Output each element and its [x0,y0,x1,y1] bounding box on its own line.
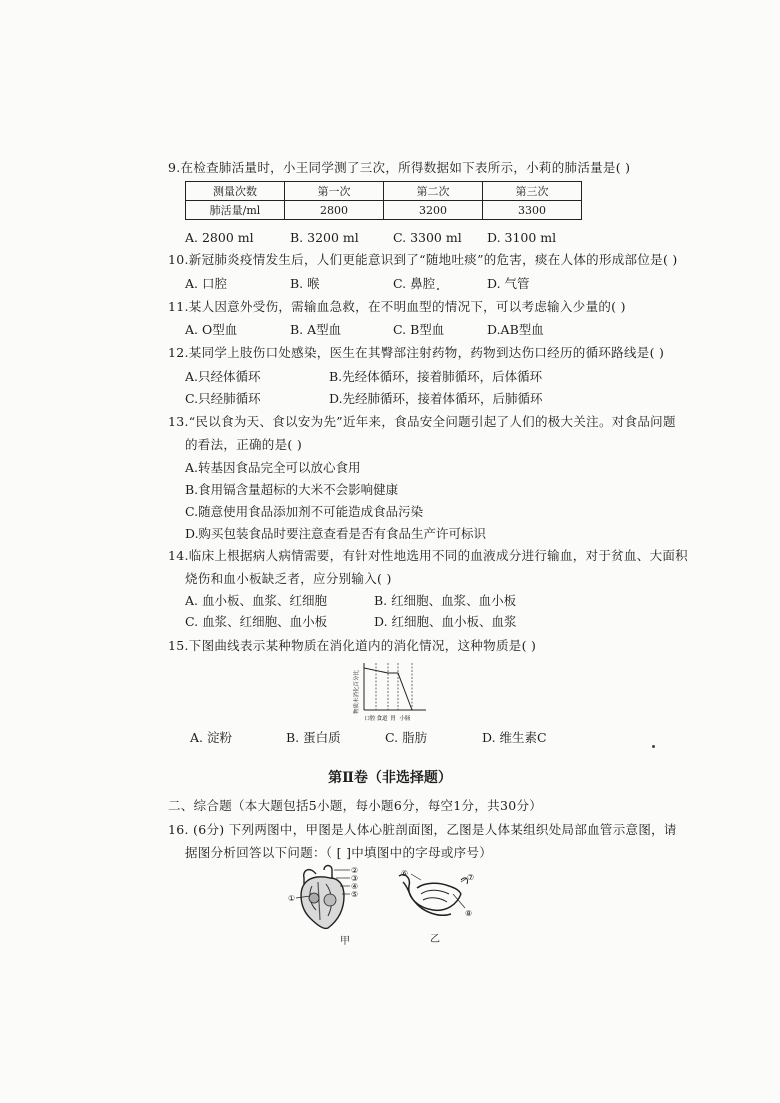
vessel-mark-6: ⑥ [401,869,409,878]
q13-option-c: C.随意使用食品添加剂不可能造成食品污染 [185,504,424,519]
q16-stem-line1: 16. (6分) 下列两图中，甲图是人体心脏剖面图，乙图是人体某组织处局部血管示意图，请 [168,822,677,837]
q13-stem-line1: 13.“民以食为天、食以安为先”近年来，食品安全问题引起了人们的极大关注。对食品问题 [168,414,676,429]
vessel-mark-8: ⑧ [465,909,473,918]
q15-option-b: B. 蛋白质 [286,730,341,745]
vessel-mark-7: ⑦ [467,873,475,882]
q12-stem: 12.某同学上肢伤口处感染，医生在其臀部注射药物，药物到达伤口经历的循环路线是( ) [168,345,665,360]
q15-option-d: D. 维生素C [482,730,547,745]
table-cell: 第三次 [483,182,582,201]
q15-option-a: A. 淀粉 [190,730,232,745]
q10-stem: 10.新冠肺炎疫情发生后，人们更能意识到了“随地吐痰”的危害，痰在人体的形成部位是( ) [168,252,678,267]
table-cell: 第二次 [384,182,483,201]
q10-option-b: B. 喉 [290,276,320,291]
heart-mark-5: ⑤ [351,890,359,899]
q13-stem-line2: 的看法，正确的是( ) [185,437,303,452]
q12-option-c: C.只经肺循环 [185,391,261,406]
q14-option-a: A. 血小板、血浆、红细胞 [185,593,327,608]
q14-option-c: C. 血浆、红细胞、血小板 [185,614,328,629]
heart-mark-3: ③ [351,874,359,883]
heart-mark-2: ② [351,866,359,875]
q13-option-d: D.购买包装食品时要注意查看是否有食品生产许可标识 [185,526,487,541]
x-tick-label: 食道 [376,716,388,722]
part-heading: 二、综合题（本大题包括5小题，每小题6分，每空1分，共30分） [168,798,543,813]
q11-option-d: D.AB型血 [487,322,544,337]
section-title: 第Ⅱ卷（非选择题） [328,770,452,786]
q16-stem-line2: 据图分析回答以下问题：（ [ ]中填图中的字母或序号） [185,845,493,860]
table-row [186,201,582,220]
q11-stem: 11.某人因意外受伤，需输血急救，在不明血型的情况下，可以考虑输入少量的( ) [168,299,626,314]
q10-option-d: D. 气管 [487,276,530,291]
table-cell: 2800 [285,201,384,220]
q9-stem: 9.在检查肺活量时，小王同学测了三次，所得数据如下表所示，小莉的肺活量是( ) [168,160,631,175]
table-row [186,182,582,201]
q12-option-a: A.只经体循环 [185,369,261,384]
table-cell: 3200 [384,201,483,220]
heart-mark-1: ① [288,894,296,903]
scan-speck [652,745,655,748]
q11-option-a: A. O型血 [185,322,238,337]
table-cell: 测量次数 [186,182,285,201]
q14-option-d: D. 红细胞、血小板、血浆 [374,614,517,629]
q10-option-c: C. 鼻腔 [393,276,436,291]
fig-label-right: 乙 [430,934,440,945]
table-cell: 3300 [483,201,582,220]
q11-option-b: B. A型血 [290,322,342,337]
q12-option-b: B.先经体循环，接着肺循环，后体循环 [329,369,543,384]
q15-option-c: C. 脂肪 [385,730,428,745]
q15-stem: 15.下图曲线表示某种物质在消化道内的消化情况，这种物质是( ) [168,638,537,653]
digestion-curve-chart [350,660,430,724]
heart-section-diagram [288,864,368,932]
q14-option-b: B. 红细胞、血浆、血小板 [374,593,517,608]
scan-speck [437,288,439,290]
table-cell: 肺活量/ml [186,201,285,220]
chart-ylabel: 物质未消化百分比 [354,669,360,715]
q11-option-c: C. B型血 [393,322,445,337]
q10-option-a: A. 口腔 [185,276,227,291]
q9-option-d: D. 3100 ml [487,230,557,245]
lung-capacity-table [185,181,582,220]
q12-option-d: D.先经肺循环，接着体循环，后肺循环 [329,391,543,406]
x-tick-labels [364,714,411,722]
table-cell: 第一次 [285,182,384,201]
vessel-diagram [395,868,479,928]
region-dividers [376,663,412,710]
x-tick-label: 小肠 [399,716,411,722]
x-tick-label: 口腔 [364,716,376,722]
fig-label-left: 甲 [340,936,350,947]
q14-stem-line1: 14.临床上根据病人病情需要，有针对性地选用不同的血液成分进行输血，对于贫血、大面积 [168,548,688,563]
heart-mark-4: ④ [351,882,359,891]
q9-option-c: C. 3300 ml [393,230,462,245]
q13-option-a: A.转基因食品完全可以放心食用 [185,460,361,475]
q14-stem-line2: 烧伤和血小板缺乏者，应分别输入( ) [185,571,392,586]
q9-option-a: A. 2800 ml [185,230,254,245]
q9-option-b: B. 3200 ml [290,230,359,245]
q13-option-b: B.食用镉含量超标的大米不会影响健康 [185,482,399,497]
x-tick-label: 胃 [390,716,396,722]
